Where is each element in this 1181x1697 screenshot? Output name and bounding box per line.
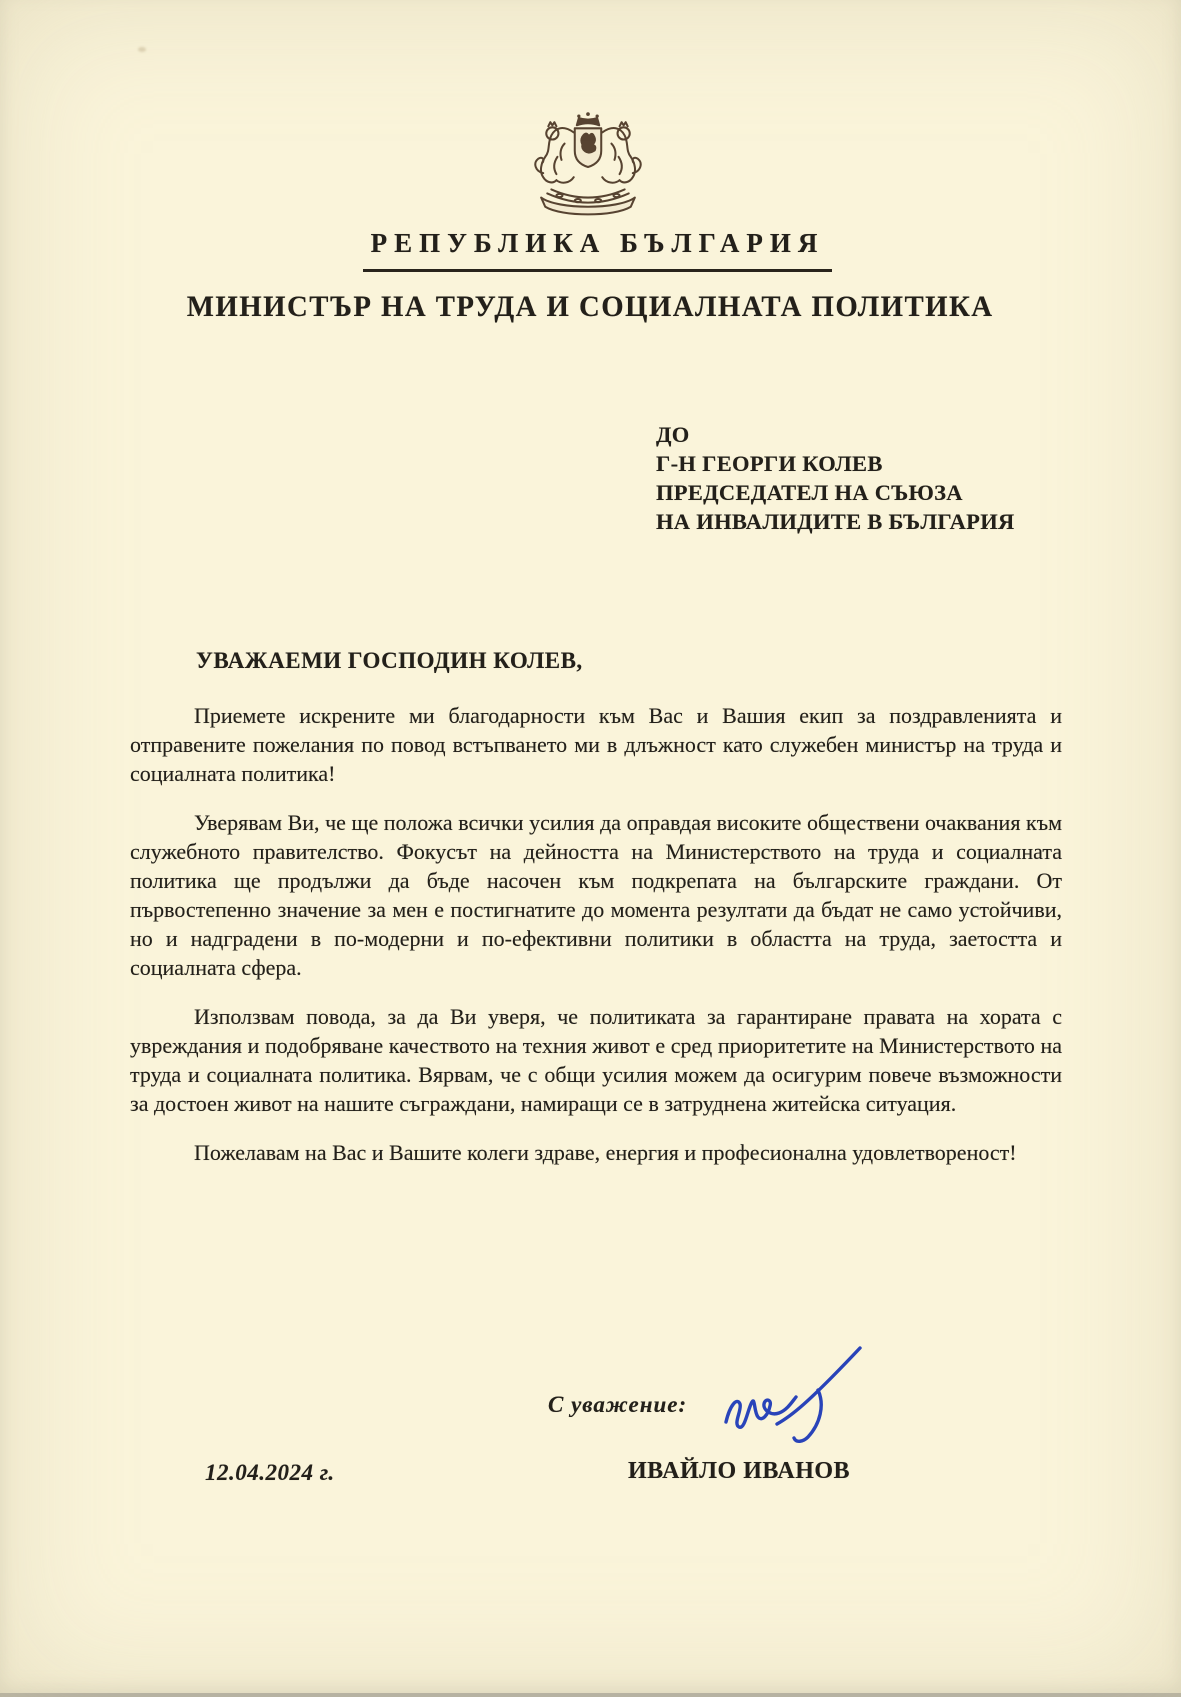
letter-body <box>130 701 1062 1187</box>
recipient-line-organization: НА ИНВАЛИДИТЕ В БЪЛГАРИЯ <box>656 509 1015 534</box>
valediction: С уважение: <box>548 1392 688 1417</box>
country-title: РЕПУБЛИКА БЪЛГАРИЯ <box>363 228 833 272</box>
scan-speck <box>138 47 146 52</box>
handwritten-signature <box>720 1342 870 1454</box>
recipient-line-name: Г-Н ГЕОРГИ КОЛЕВ <box>656 451 883 476</box>
paragraph-thanks: Приемете искрените ми благодарности към Вас и Вашия екип за поздравленията и отправените пожелания по повод встъпването ми в длъжност като служебен министър на труда и социалната политика! <box>130 703 1062 786</box>
recipient-block <box>656 420 1015 536</box>
letter-date: 12.04.2024 г. <box>205 1460 335 1485</box>
salutation: УВАЖАЕМИ ГОСПОДИН КОЛЕВ, <box>196 648 583 673</box>
country-title-row <box>0 228 1181 272</box>
paragraph-priorities: Използвам повода, за да Ви уверя, че политиката за гарантиране правата на хората с увреждания и подобряване качеството на техния живот е сред приоритетите на Министерството на труда и социалната политика. Вярвам, че с общи усилия можем да осигурим повече възможности за достоен живот на нашите съграждани, намиращи се в затруднена житейска ситуация. <box>130 1004 1062 1116</box>
signatory-name: ИВАЙЛО ИВАНОВ <box>628 1458 851 1484</box>
ministry-title: МИНИСТЪР НА ТРУДА И СОЦИАЛНАТА ПОЛИТИКА <box>187 290 994 323</box>
scan-edge-strip <box>0 1693 1181 1697</box>
bulgarian-coat-of-arms-icon <box>518 110 658 222</box>
paragraph-wishes: Пожелавам на Вас и Вашите колеги здраве, енергия и професионална удовлетвореност! <box>194 1140 1017 1165</box>
recipient-line-title: ПРЕДСЕДАТЕЛ НА СЪЮЗА <box>656 480 963 505</box>
ministry-title-row <box>0 290 1181 324</box>
recipient-line-to: ДО <box>656 422 690 447</box>
paragraph-assurance: Уверявам Ви, че ще положа всички усилия да оправдая високите обществени очаквания към служебното правителство. Фокусът на дейността на Министерството на труда и социалната политика ще продължи да бъде насочен към подкрепата на българските граждани. От първостепенно значение за мен е постигнатите до момента резултати да бъдат не само устойчиви, но и надградени в по-модерни и по-ефективни политики в областта на труда, заетостта и социалната сфера. <box>130 810 1062 980</box>
